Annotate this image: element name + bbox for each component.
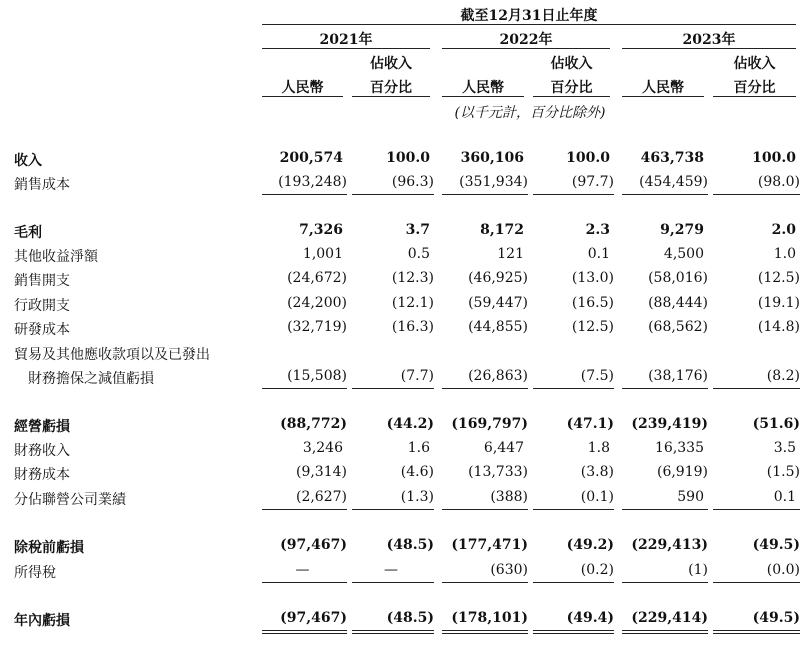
cell-rmb: (388) (490, 489, 528, 505)
row-label: 其他收益淨額 (14, 249, 98, 265)
cell-pct: (97.7) (571, 174, 614, 190)
col-pct-2021-line2: 百分比 (370, 80, 412, 96)
cell-pct: (19.1) (757, 295, 800, 311)
cell-rmb: 7,326 (299, 222, 343, 238)
subhdr-rule-1 (262, 96, 343, 97)
cell-pct: (98.0) (757, 174, 800, 190)
cell-rmb: 16,335 (655, 440, 704, 456)
cell-pct: (7.5) (580, 368, 614, 384)
cell-rmb: 3,246 (302, 440, 343, 456)
cell-pct: (0.0) (766, 562, 800, 578)
cell-rmb: 6,447 (483, 440, 524, 456)
subtotal-rule (533, 582, 614, 583)
cell-pct: (3.8) (580, 464, 614, 480)
cell-pct: 1.6 (407, 440, 430, 456)
cell-pct: (14.8) (757, 319, 800, 335)
row-label: 分佔聯營公司業績 (14, 492, 126, 508)
double-total-rule (533, 633, 614, 634)
subhdr-rule-5 (622, 96, 704, 97)
cell-pct: (8.2) (766, 368, 800, 384)
double-total-rule (442, 633, 528, 634)
cell-rmb: (229,414) (631, 610, 708, 626)
period-rule (262, 24, 796, 25)
subhdr-rule-2 (352, 96, 430, 97)
cell-rmb: 4,500 (663, 246, 704, 262)
year-rule-2023 (622, 48, 796, 49)
double-total-rule (352, 633, 434, 634)
cell-pct: 100.0 (566, 150, 610, 166)
cell-pct: (12.5) (571, 319, 614, 335)
cell-rmb: 8,172 (480, 222, 524, 238)
cell-rmb: (46,925) (468, 270, 528, 286)
cell-rmb: (630) (490, 562, 528, 578)
col-pct-2023-line2: 百分比 (733, 80, 776, 96)
cell-pct: (44.2) (386, 416, 434, 432)
cell-pct: (48.5) (386, 537, 434, 553)
cell-pct: (0.1) (580, 489, 614, 505)
cell-pct: (49.4) (566, 610, 614, 626)
cell-pct: — (384, 562, 398, 578)
cell-rmb: (38,176) (648, 368, 708, 384)
row-label: 財務成本 (14, 467, 70, 483)
subtotal-rule (352, 509, 434, 510)
subhdr-rule-4 (533, 96, 610, 97)
cell-rmb: 121 (497, 246, 524, 262)
cell-rmb: (6,919) (656, 464, 708, 480)
cell-rmb: (58,016) (648, 270, 708, 286)
double-total-rule (713, 630, 800, 631)
cell-pct: 0.1 (773, 489, 796, 505)
cell-pct: 3.5 (773, 440, 796, 456)
row-label: 毛利 (14, 225, 42, 241)
cell-pct: 0.1 (587, 246, 610, 262)
cell-pct: 2.0 (771, 222, 796, 238)
year-2022: 2022年 (499, 32, 553, 48)
subtotal-rule (262, 582, 347, 583)
cell-pct: 1.8 (587, 440, 610, 456)
subtotal-rule (622, 582, 708, 583)
subtotal-rule (352, 194, 434, 195)
cell-rmb: (97,467) (280, 537, 347, 553)
subtotal-rule (533, 388, 614, 389)
double-total-rule (262, 630, 347, 631)
cell-pct: (48.5) (386, 610, 434, 626)
cell-rmb: (169,797) (451, 416, 528, 432)
col-pct-2021-line1: 佔收入 (370, 56, 412, 72)
cell-rmb: (9,314) (295, 464, 347, 480)
cell-pct: 100.0 (752, 150, 796, 166)
cell-rmb: 9,279 (660, 222, 704, 238)
cell-rmb: (2,627) (295, 489, 347, 505)
subtotal-rule (442, 582, 528, 583)
unit-note: (以千元計，百分比除外) (454, 105, 606, 121)
row-label: 銷售成本 (14, 177, 70, 193)
col-pct-2022-line1: 佔收入 (550, 56, 593, 72)
subtotal-rule (442, 509, 528, 510)
col-rmb-2023: 人民幣 (642, 80, 684, 96)
double-total-rule (262, 633, 347, 634)
double-total-rule (713, 633, 800, 634)
col-rmb-2022: 人民幣 (462, 80, 504, 96)
period-caption: 截至12月31日止年度 (460, 8, 598, 24)
subtotal-rule (352, 388, 434, 389)
subtotal-rule (533, 509, 614, 510)
cell-pct: (12.5) (757, 270, 800, 286)
cell-rmb: (13,733) (468, 464, 528, 480)
cell-rmb: (97,467) (280, 610, 347, 626)
cell-pct: (4.6) (400, 464, 434, 480)
double-total-rule (622, 633, 708, 634)
cell-pct: (96.3) (391, 174, 434, 190)
cell-pct: (1.5) (766, 464, 800, 480)
cell-pct: (16.3) (391, 319, 434, 335)
cell-rmb: (59,447) (468, 295, 528, 311)
cell-rmb: (177,471) (451, 537, 528, 553)
subtotal-rule (262, 194, 347, 195)
cell-pct: (49.2) (566, 537, 614, 553)
subtotal-rule (713, 582, 800, 583)
cell-rmb: (32,719) (287, 319, 347, 335)
cell-pct: 100.0 (386, 150, 430, 166)
cell-pct: (0.2) (580, 562, 614, 578)
cell-pct: (1.3) (400, 489, 434, 505)
cell-rmb: (15,508) (287, 368, 347, 384)
cell-rmb: (88,444) (648, 295, 708, 311)
subtotal-rule (622, 509, 708, 510)
double-total-rule (533, 630, 614, 631)
cell-pct: (49.5) (752, 610, 800, 626)
cell-pct: (49.5) (752, 537, 800, 553)
cell-pct: 2.3 (585, 222, 610, 238)
cell-rmb: 463,738 (640, 150, 704, 166)
subhdr-rule-3 (442, 96, 524, 97)
cell-rmb: 360,106 (460, 150, 524, 166)
subtotal-rule (442, 194, 528, 195)
row-label: 財務收入 (14, 443, 70, 459)
cell-pct: (13.0) (571, 270, 614, 286)
row-label: 所得稅 (14, 565, 56, 581)
subtotal-rule (713, 388, 800, 389)
subtotal-rule (352, 582, 434, 583)
row-label: 行政開支 (14, 298, 70, 314)
row-label: 研發成本 (14, 322, 70, 338)
cell-rmb: (24,200) (287, 295, 347, 311)
subtotal-rule (533, 194, 614, 195)
cell-pct: (16.5) (571, 295, 614, 311)
row-label: 經營虧損 (14, 419, 70, 435)
cell-rmb: (178,101) (451, 610, 528, 626)
cell-rmb: (239,419) (631, 416, 708, 432)
row-label: 收入 (14, 153, 42, 169)
cell-rmb: (454,459) (639, 174, 708, 190)
cell-pct: 3.7 (405, 222, 430, 238)
cell-rmb: (351,934) (459, 174, 528, 190)
cell-rmb: (193,248) (278, 174, 347, 190)
year-2023: 2023年 (682, 32, 736, 48)
cell-rmb: (229,413) (631, 537, 708, 553)
cell-rmb: — (295, 562, 310, 578)
cell-pct: 0.5 (407, 246, 430, 262)
cell-pct: (7.7) (400, 368, 434, 384)
year-rule-2022 (442, 48, 610, 49)
subtotal-rule (622, 388, 708, 389)
subtotal-rule (622, 194, 708, 195)
year-2021: 2021年 (319, 32, 373, 48)
subtotal-rule (713, 509, 800, 510)
row-label: 銷售開支 (14, 273, 70, 289)
double-total-rule (442, 630, 528, 631)
subtotal-rule (713, 194, 800, 195)
double-total-rule (352, 630, 434, 631)
cell-rmb: (68,562) (648, 319, 708, 335)
cell-rmb: 1,001 (302, 246, 343, 262)
cell-pct: (12.1) (391, 295, 434, 311)
double-total-rule (622, 630, 708, 631)
subtotal-rule (262, 509, 347, 510)
cell-rmb: 590 (677, 489, 704, 505)
col-rmb-2021: 人民幣 (281, 80, 324, 96)
row-label: 除稅前虧損 (14, 540, 84, 556)
cell-rmb: (44,855) (468, 319, 528, 335)
cell-pct: (47.1) (566, 416, 614, 432)
row-label: 年內虧損 (14, 613, 70, 629)
cell-rmb: (26,863) (468, 368, 528, 384)
col-pct-2022-line2: 百分比 (550, 80, 593, 96)
subtotal-rule (262, 388, 347, 389)
cell-rmb: (88,772) (280, 416, 347, 432)
col-pct-2023-line1: 佔收入 (733, 56, 776, 72)
row-label-continued: 財務擔保之減值虧損 (28, 371, 154, 387)
cell-pct: 1.0 (773, 246, 796, 262)
cell-rmb: (1) (688, 562, 708, 578)
subtotal-rule (442, 388, 528, 389)
cell-pct: (51.6) (752, 416, 800, 432)
cell-rmb: 200,574 (279, 150, 343, 166)
year-rule-2021 (262, 48, 430, 49)
row-label: 貿易及其他應收款項以及已發出 (14, 347, 210, 363)
cell-rmb: (24,672) (287, 270, 347, 286)
subhdr-rule-6 (713, 96, 796, 97)
cell-pct: (12.3) (391, 270, 434, 286)
